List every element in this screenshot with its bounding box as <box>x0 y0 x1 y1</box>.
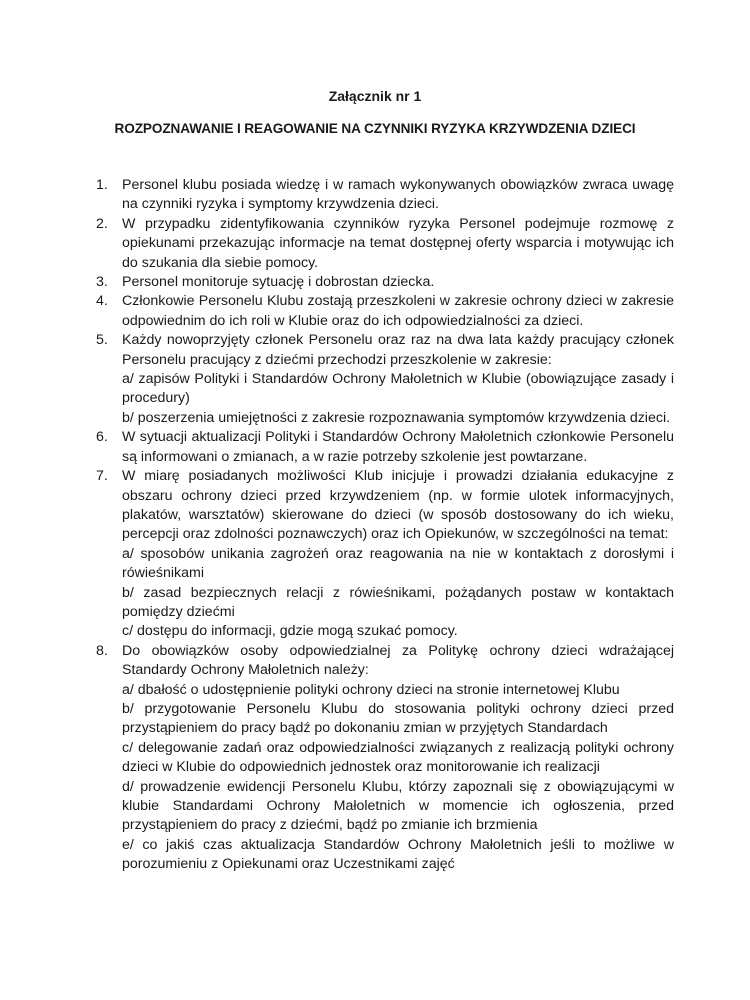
sub-item: c/ delegowanie zadań oraz odpowiedzialności związanych z realizacją polityki ochrony dzieci w Klubie do odpowiednich jednostek oraz monitorowanie ich realizacji <box>122 739 674 776</box>
item-text: W miarę posiadanych możliwości Klub inicjuje i prowadzi działania edukacyjne z obszaru ochrony dzieci przed krzywdzeniem (np. w formie ulotek informacyjnych, plakatów, warsztatów) skierowane do dzieci (w sposób dostosowany do ich wieku, percepcji oraz zdolności poznawczych) oraz ich Opiekunów, w szczególności na temat: <box>122 468 674 543</box>
item-number: 6. <box>96 429 108 446</box>
list-item-5 <box>96 331 674 428</box>
item-number: 8. <box>96 642 108 659</box>
list-item-8 <box>96 642 674 875</box>
sub-item: d/ prowadzenie ewidencji Personelu Klubu, którzy zapoznali się z obowiązującymi w klubie Standardami Ochrony Małoletnich w momencie ich ogłoszenia, przed przystąpieniem do pracy z dziećmi, bądź po zmianie ich brzmienia <box>122 778 674 834</box>
sub-item: b/ zasad bezpiecznych relacji z rówieśnikami, pożądanych postaw w kontaktach pomiędzy dziećmi <box>122 584 674 620</box>
item-text: Każdy nowoprzyjęty członek Personelu oraz raz na dwa lata każdy pracujący członek Personelu pracujący z dziećmi przechodzi przeszkolenie w zakresie: <box>122 332 674 368</box>
item-text: W sytuacji aktualizacji Polityki i Standardów Ochrony Małoletnich członkowie Personelu są informowani o zmianach, a w razie potrzeby szkolenie jest powtarzane. <box>122 429 674 465</box>
item-number: 2. <box>96 215 108 232</box>
item-text: Personel klubu posiada wiedzę i w ramach wykonywanych obowiązków zwraca uwagę na czynniki ryzyka i symptomy krzywdzenia dzieci. <box>122 177 674 213</box>
list-item-4 <box>96 292 674 331</box>
item-list <box>96 176 674 875</box>
item-text: Personel monitoruje sytuację i dobrostan dziecka. <box>122 274 435 291</box>
sub-item: b/ poszerzenia umiejętności z zakresie rozpoznawania symptomów krzywdzenia dzieci. <box>122 409 671 426</box>
list-item-6 <box>96 428 674 467</box>
list-item-1 <box>96 176 674 215</box>
item-number: 5. <box>96 332 108 349</box>
sub-item: a/ sposobów unikania zagrożeń oraz reagowania na nie w kontaktach z dorosłymi i rówieśnikami <box>122 545 674 582</box>
sub-item: e/ co jakiś czas aktualizacja Standardów Ochrony Małoletnich jeśli to możliwe w porozumieniu z Opiekunami oraz Uczestnikami zajęć <box>122 836 674 873</box>
sub-item: a/ dbałość o udostępnienie polityki ochrony dzieci na stronie internetowej Klubu <box>122 681 620 698</box>
item-text: W przypadku zidentyfikowania czynników ryzyka Personel podejmuje rozmowę z opiekunami przekazując informacje na temat dostępnej oferty wsparcia i motywując ich do szukania dla siebie pomocy. <box>122 215 674 271</box>
sub-item: a/ zapisów Polityki i Standardów Ochrony Małoletnich w Klubie (obowiązujące zasady i procedury) <box>122 371 674 407</box>
sub-item: b/ przygotowanie Personelu Klubu do stosowania polityki ochrony dzieci przed przystąpieniem do pracy bądź po dokonaniu zmian w przyjętych Standardach <box>122 700 674 737</box>
item-text: Do obowiązków osoby odpowiedzialnej za Politykę ochrony dzieci wdrażającej Standardy Ochrony Małoletnich należy: <box>122 642 674 679</box>
document-title: ROZPOZNAWANIE I REAGOWANIE NA CZYNNIKI RYZYKA KRZYWDZENIA DZIECI <box>114 121 636 136</box>
list-item-7 <box>96 467 674 642</box>
item-number: 3. <box>96 274 108 291</box>
item-number: 7. <box>96 468 108 485</box>
list-item-2 <box>96 215 674 273</box>
item-number: 1. <box>96 177 108 193</box>
item-number: 4. <box>96 293 108 310</box>
sub-item: c/ dostępu do informacji, gdzie mogą szukać pomocy. <box>122 623 458 640</box>
item-text: Członkowie Personelu Klubu zostają przeszkoleni w zakresie ochrony dzieci w zakresie odpowiednim do ich roli w Klubie oraz do ich odpowiedzialności za dzieci. <box>122 293 674 329</box>
list-item-3 <box>96 273 674 292</box>
attachment-label: Załącznik nr 1 <box>328 88 422 104</box>
